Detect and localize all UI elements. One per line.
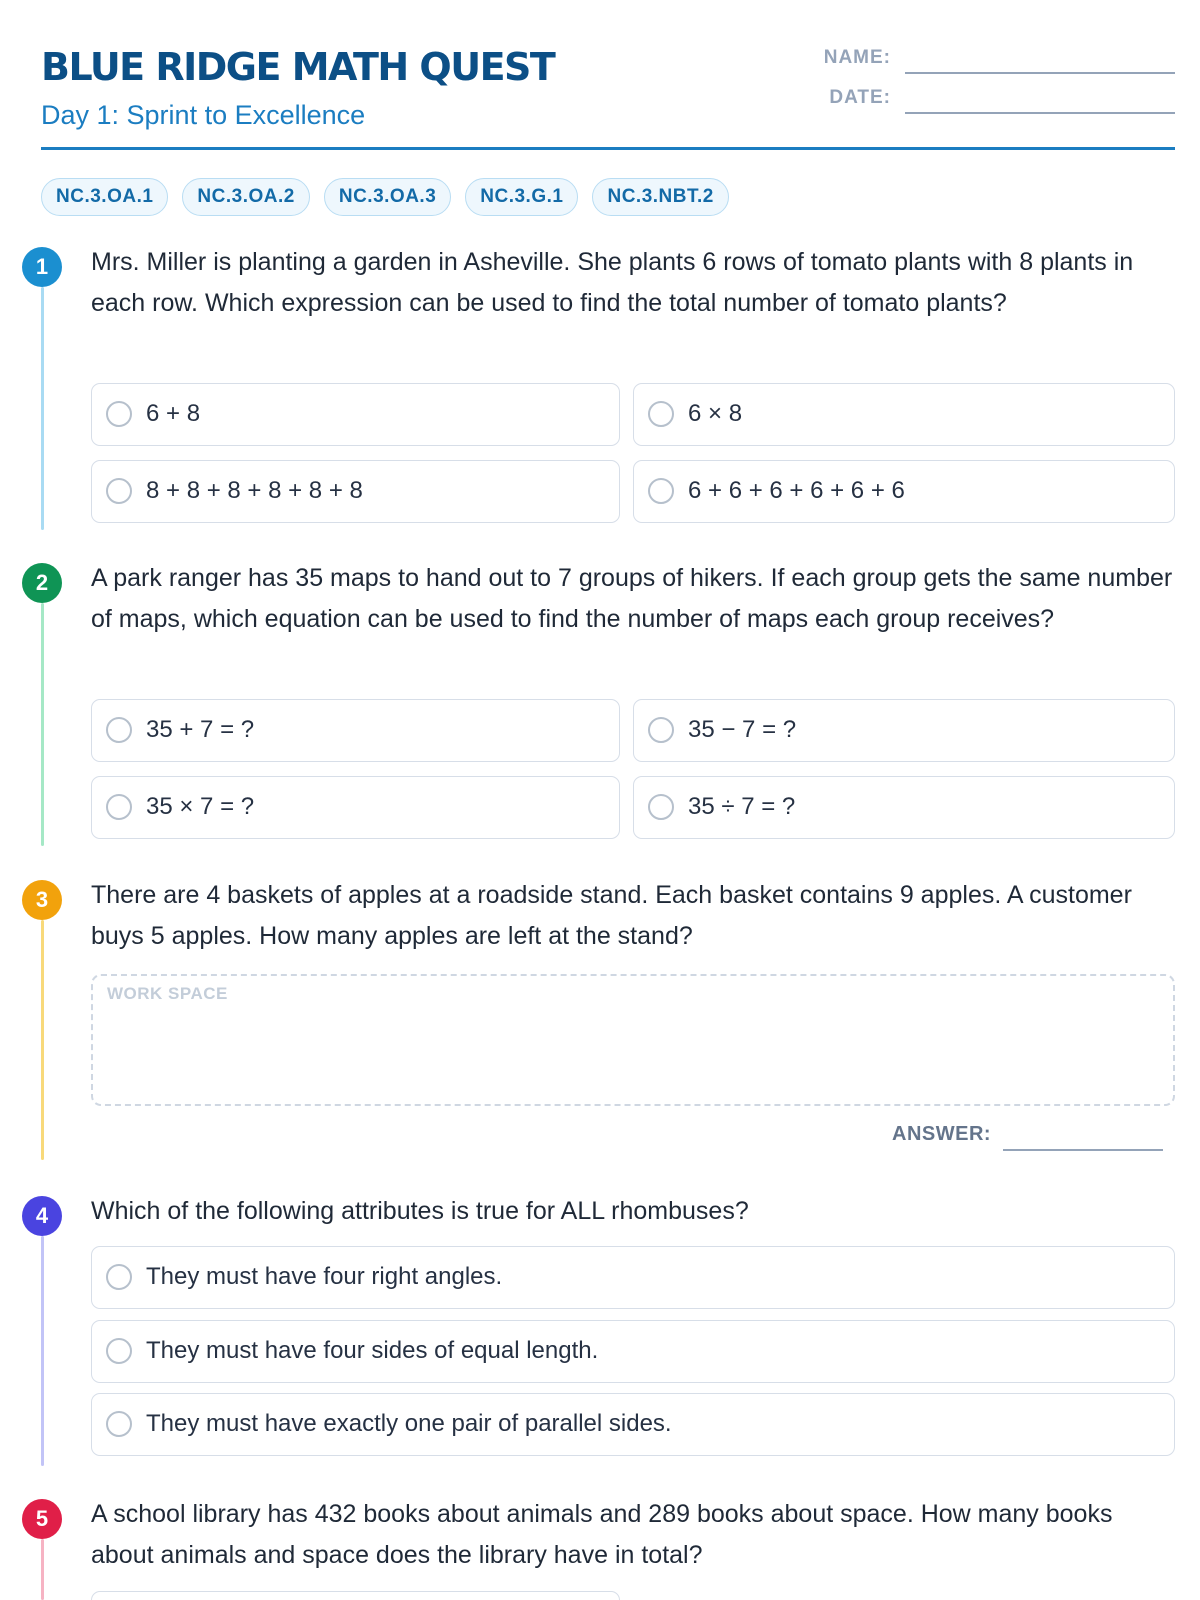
option-label: 6 + 8 — [146, 400, 201, 427]
worksheet-header — [41, 44, 1175, 150]
question-2 — [22, 563, 1175, 846]
name-line[interactable] — [905, 72, 1175, 74]
question-text: A school library has 432 books about animals and 289 books about space. How many books about animals and space does the library have in total? — [91, 1500, 1113, 1569]
option-label: 6 × 8 — [688, 400, 743, 427]
question-text: There are 4 baskets of apples at a roadside stand. Each basket contains 9 apples. A customer buys 5 apples. How many apples are left at the stand? — [91, 881, 1132, 950]
radio-button[interactable] — [648, 717, 674, 743]
option-label: 35 × 7 = ? — [146, 793, 255, 820]
radio-button[interactable] — [106, 794, 132, 820]
radio-button[interactable] — [106, 1264, 132, 1290]
date-line[interactable] — [905, 112, 1175, 114]
radio-button[interactable] — [106, 401, 132, 427]
radio-button[interactable] — [106, 717, 132, 743]
standard-tag: NC.3.G.1 — [465, 178, 578, 216]
standard-tag: NC.3.OA.1 — [41, 178, 168, 216]
question-3 — [22, 880, 1175, 1160]
answer-option[interactable] — [633, 776, 1175, 839]
question-rail — [41, 920, 44, 1160]
page-title: BLUE RIDGE MATH QUEST — [41, 45, 555, 89]
question-number-badge: 3 — [22, 880, 62, 920]
option-label: 8 + 8 + 8 + 8 + 8 + 8 — [146, 477, 363, 504]
option-label: 6 + 6 + 6 + 6 + 6 + 6 — [688, 477, 905, 504]
question-number-badge: 1 — [22, 247, 62, 287]
option-label: They must have four sides of equal length. — [146, 1337, 599, 1364]
answer-option[interactable] — [91, 776, 620, 839]
question-rail — [41, 603, 44, 846]
question-text: Which of the following attributes is true for ALL rhombuses? — [91, 1197, 749, 1225]
answer-option[interactable] — [91, 1591, 620, 1600]
answer-option[interactable] — [633, 460, 1175, 523]
answer-option[interactable] — [633, 383, 1175, 446]
answer-option[interactable] — [91, 1246, 1175, 1309]
option-label: 35 − 7 = ? — [688, 716, 797, 743]
standard-tag: NC.3.OA.3 — [324, 178, 451, 216]
question-rail — [41, 1236, 44, 1466]
question-5 — [22, 1499, 1175, 1600]
answer-option[interactable] — [633, 699, 1175, 762]
answer-label: ANSWER: — [892, 1123, 992, 1145]
option-label: 35 ÷ 7 = ? — [688, 793, 796, 820]
answer-line[interactable] — [1003, 1149, 1163, 1151]
question-number-badge: 4 — [22, 1196, 62, 1236]
answer-option[interactable] — [91, 699, 620, 762]
date-label: DATE: — [829, 87, 891, 108]
question-rail — [41, 1539, 44, 1600]
name-field[interactable] — [823, 44, 1175, 74]
option-label: They must have exactly one pair of parallel sides. — [146, 1410, 672, 1437]
question-text: A park ranger has 35 maps to hand out to 7 groups of hikers. If each group gets the same number of maps, which equation can be used to find the number of maps each group receives? — [91, 564, 1173, 633]
page-subtitle: Day 1: Sprint to Excellence — [41, 100, 366, 130]
name-label: NAME: — [823, 47, 891, 68]
question-number-badge: 2 — [22, 563, 62, 603]
question-text: Mrs. Miller is planting a garden in Asheville. She plants 6 rows of tomato plants with 8 plants in each row. Which expression can be used to find the total number of tomato plants? — [91, 248, 1134, 317]
radio-button[interactable] — [106, 478, 132, 504]
radio-button[interactable] — [106, 1338, 132, 1364]
standards-tags — [41, 178, 729, 216]
question-1 — [22, 247, 1175, 530]
option-label: 35 + 7 = ? — [146, 716, 255, 743]
work-space-box[interactable] — [91, 974, 1175, 1106]
answer-option[interactable] — [91, 383, 620, 446]
date-field[interactable] — [829, 84, 1175, 114]
standard-tag: NC.3.NBT.2 — [592, 178, 728, 216]
radio-button[interactable] — [648, 478, 674, 504]
work-space-label: WORK SPACE — [107, 984, 228, 1003]
answer-option[interactable] — [91, 1320, 1175, 1383]
question-4 — [22, 1196, 1175, 1466]
answer-option[interactable] — [91, 1393, 1175, 1456]
question-rail — [41, 287, 44, 530]
option-label: They must have four right angles. — [146, 1263, 503, 1290]
question-number-badge: 5 — [22, 1499, 62, 1539]
radio-button[interactable] — [648, 794, 674, 820]
answer-option[interactable] — [91, 460, 620, 523]
radio-button[interactable] — [106, 1411, 132, 1437]
standard-tag: NC.3.OA.2 — [182, 178, 309, 216]
radio-button[interactable] — [648, 401, 674, 427]
